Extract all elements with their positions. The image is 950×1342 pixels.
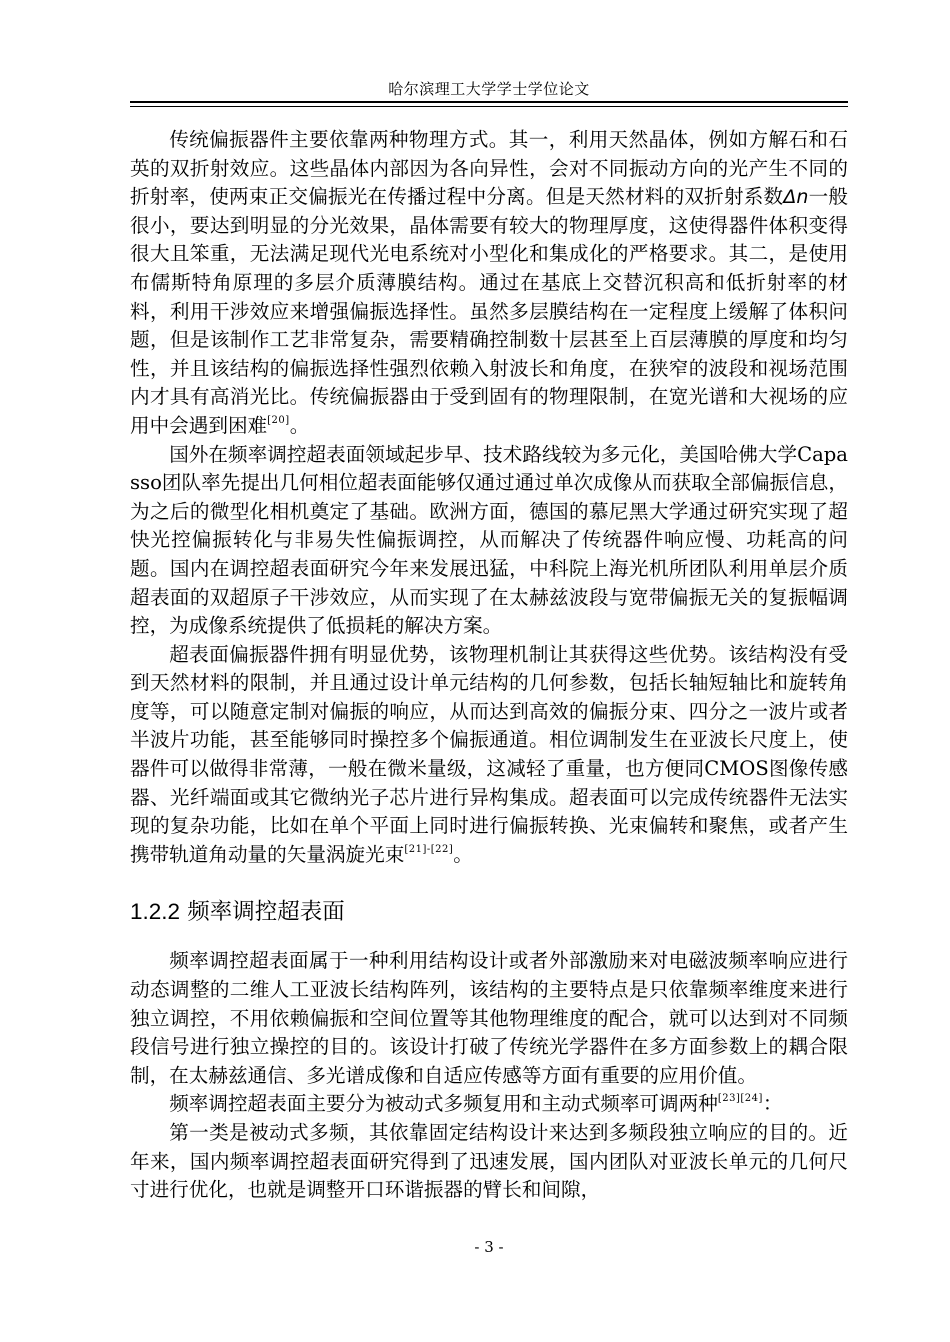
paragraph-text: ： [762, 1092, 783, 1116]
header-rule-thin [130, 106, 848, 107]
paragraph-frequency-metasurface-types [130, 1090, 848, 1119]
paragraph-text: 一般很小，要达到明显的分光效果，晶体需要有较大的物理厚度，这使得器件体积变得很大且笨重，无法满足现代光电系统对小型化和集成化的严格要求。其二，是使用布儒斯特角原理的多层介质薄膜结构。通过在基底上交替沉积高和低折射率的材料，利用干涉效应来增强偏振选择性。虽然多层膜结构在一定程度上缓解了体积问题，但是该制作工艺非常复杂，需要精确控制数十层甚至上百层薄膜的厚度和均匀性，并且该结构的偏振选择性强烈依赖入射波长和角度，在狭窄的波段和视场范围内才具有高消光比。传统偏振器由于受到固有的物理限制，在宽光谱和大视场的应用中会遇到困难 [130, 185, 849, 437]
section-number: 1.2.2 [130, 899, 181, 925]
paragraph-passive-multifrequency: 第一类是被动式多频，其依靠固定结构设计来达到多频段独立响应的目的。近年来，国内频率调控超表面研究得到了迅速发展，国内团队对亚波长单元的几何尺寸进行优化，也就是调整开口环谐振器的臂长和间隙， [130, 1121, 848, 1202]
running-header-title: 哈尔滨理工大学学士学位论文 [388, 80, 590, 98]
paragraph-text: 。 [289, 413, 310, 437]
citation: [20] [267, 414, 290, 426]
paragraph-metasurface-advantages [130, 641, 848, 870]
section-heading [130, 897, 848, 927]
header-rule-thick [130, 101, 848, 103]
paragraph-text: 传统偏振器件主要依靠两种物理方式。其一，利用天然晶体，例如方解石和石英的双折射效应。这些晶体内部因为各向异性，会对不同振动方向的光产生不同的折射率，使两束正交偏振光在传播过程中分离。但是天然材料的双折射系数 [130, 128, 848, 209]
paragraph-text: 超表面偏振器件拥有明显优势，该物理机制让其获得这些优势。该结构没有受到天然材料的限制，并且通过设计单元结构的几何参数，包括长轴短轴比和旋转角度等，可以随意定制对偏振的响应，从而达到高效的偏振分束、四分之一波片或者半波片功能，甚至能够同时操控多个偏振通道。相位调制发生在亚波长尺度上，使器件可以做得非常薄，一般在微米量级，这减轻了重量，也方便同CMOS图像传感器、光纤端面或其它微纳光子芯片进行异构集成。超表面可以完成传统器件无法实现的复杂功能，比如在单个平面上同时进行偏振转换、光束偏转和聚焦，或者产生携带轨道角动量的矢量涡旋光束 [130, 642, 848, 866]
page-body [130, 126, 848, 1205]
paragraph-text: 。 [453, 842, 473, 866]
paragraph-frequency-metasurface-definition: 频率调控超表面属于一种利用结构设计或者外部激励来对电磁波频率响应进行动态调整的二维人工亚波长结构阵列，该结构的主要特点是只依靠频率维度来进行独立调控，不用依赖偏振和空间位置等其他物理维度的配合，就可以达到对不同频段信号进行独立操控的目的。该设计打破了传统光学器件在多方面参数上的耦合限制，在太赫兹通信、多光谱成像和自适应传感等方面有重要的应用价值。 [130, 949, 848, 1087]
birefringence-symbol: Δn [783, 186, 809, 209]
citation: [23][24] [717, 1093, 763, 1105]
paragraph-traditional-polarizers [130, 126, 848, 441]
page-number: - 3 - [474, 1238, 504, 1256]
section-title: 频率调控超表面 [187, 899, 345, 926]
citation: [21]-[22] [404, 843, 454, 855]
paragraph-research-overview: 国外在频率调控超表面领域起步早、技术路线较为多元化，美国哈佛大学Capasso团队率先提出几何相位超表面能够仅通过通过单次成像从而获取全部偏振信息，为之后的微型化相机奠定了基础。欧洲方面，德国的慕尼黑大学通过研究实现了超快光控偏振转化与非易失性偏振调控，从而解决了传统器件响应慢、功耗高的问题。国内在调控超表面研究今年来发展迅猛，中科院上海光机所团队利用单层介质超表面的双超原子干涉效应，从而实现了在太赫兹波段与宽带偏振无关的复振幅调控，为成像系统提供了低损耗的解决方案。 [130, 442, 848, 638]
paragraph-text: 频率调控超表面主要分为被动式多频复用和主动式频率可调两种 [169, 1092, 718, 1116]
